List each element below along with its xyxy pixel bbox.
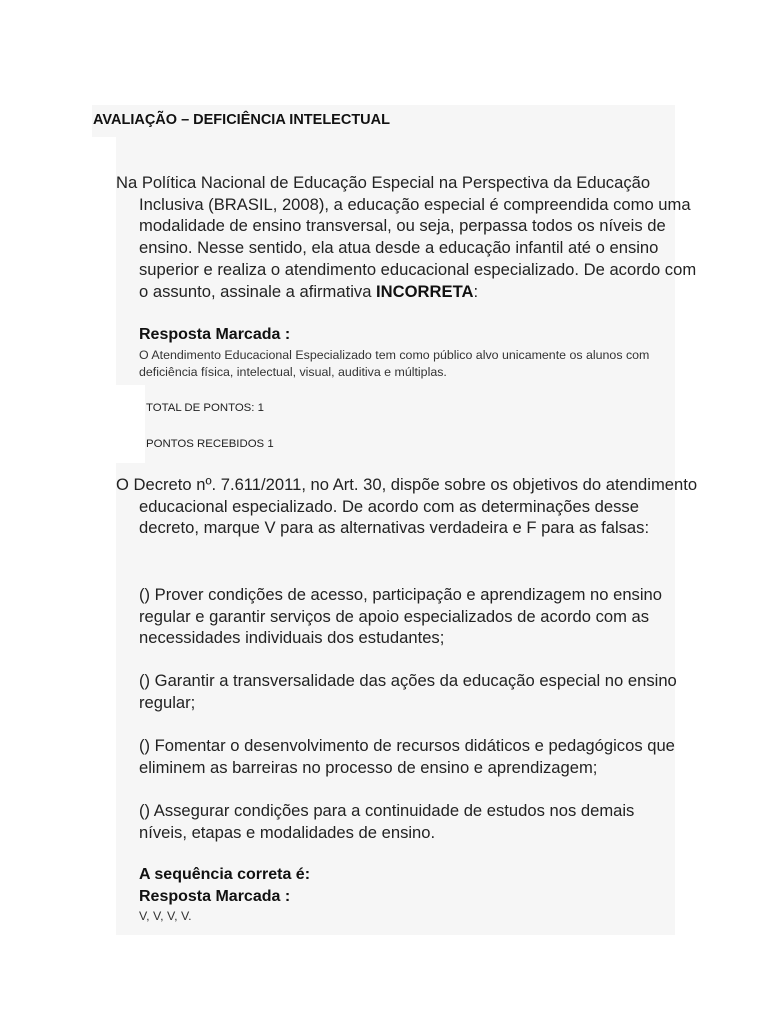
question-1-answer-label: Resposta Marcada : [139,326,291,343]
question-2-option: () Fomentar o desenvolvimento de recursos didáticos e pedagógicos que eliminem as barreiras no processo de ensino e aprendizagem; [139,736,675,777]
sequence-label: A sequência correta é: [139,866,311,883]
question-1-suffix: : [473,281,479,301]
question-1-answer: O Atendimento Educacional Especializado tem como público alvo unicamente os alunos com deficiência física, intelectual, visual, auditiva e múltiplas. [139,348,650,379]
question-1-body: Na Política Nacional de Educação Especial na Perspectiva da Educação Inclusiva (BRASIL, 2008), a educação especial é compreendida como uma modalidade de ensino transversal, ou seja, perpassa todos os níveis de ensino. Nesse sentido, ela atua desde a educação infantil até o ensino superior e realiza o atendimento educacional especializado. De acordo com o assunto, assinale a afirmativa [116,173,697,301]
question-2-text: O Decreto nº. 7.611/2011, no Art. 30, dispõe sobre os objetivos do atendimento educacional especializado. De acordo com as determinações desse decreto, marque V para as alternativas verdadeira e F para as falsas: [116,475,698,538]
question-2-answer-label: Resposta Marcada : [139,888,291,905]
total-points: TOTAL DE PONTOS: 1 [146,402,264,414]
points-received: PONTOS RECEBIDOS 1 [146,438,274,450]
question-2-option: () Prover condições de acesso, participação e aprendizagem no ensino regular e garantir serviços de apoio especializados de acordo com as necessidades individuais dos estudantes; [139,585,663,648]
question-1-emphasis: INCORRETA [376,281,474,301]
question-2-option: () Garantir a transversalidade das ações da educação especial no ensino regular; [139,671,677,712]
question-2-answer: V, V, V, V. [139,909,192,923]
panel-notch [116,385,145,463]
question-1-text [116,172,699,302]
page-title: AVALIAÇÃO – DEFICIÊNCIA INTELECTUAL [93,112,390,128]
question-2-option: () Assegurar condições para a continuidade de estudos nos demais níveis, etapas e modalidades de ensino. [139,801,635,842]
